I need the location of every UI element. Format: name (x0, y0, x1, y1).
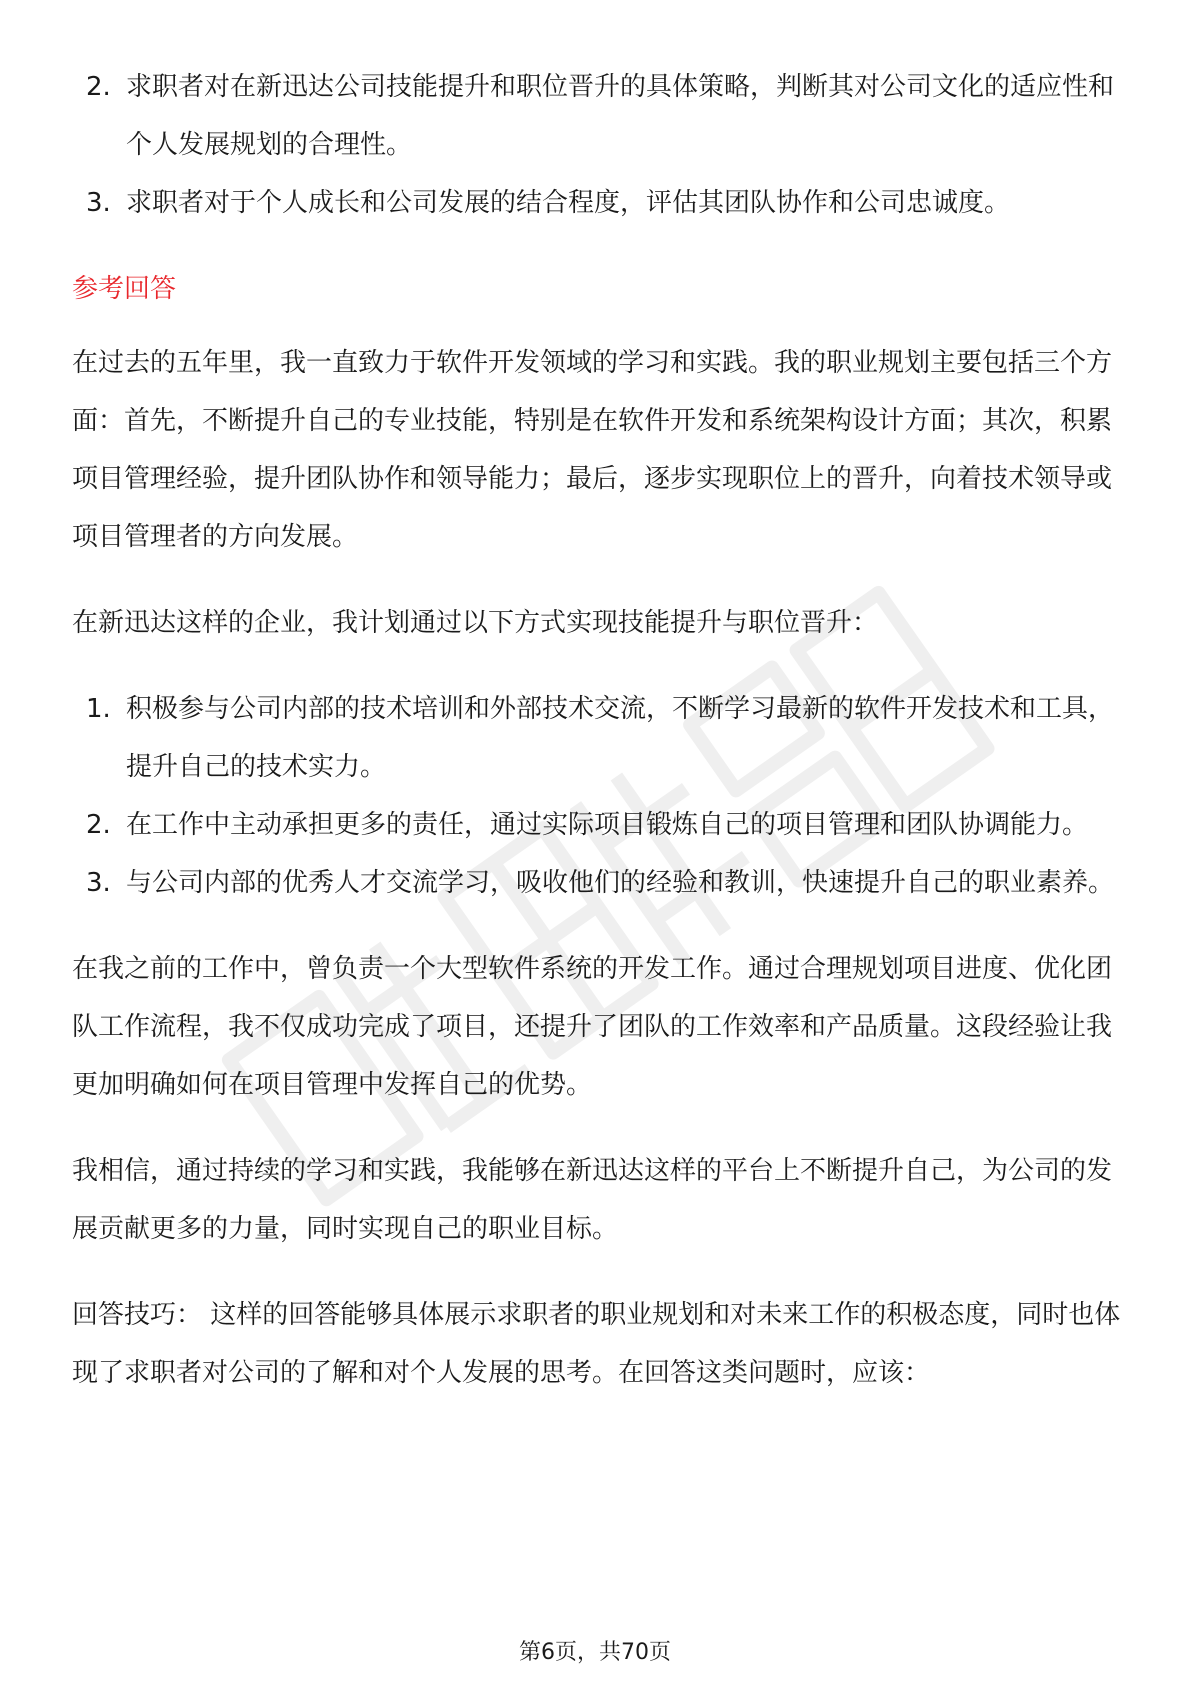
list-item-number: 3. (86, 868, 111, 898)
reference-answer-heading: 参考回答 (72, 274, 177, 304)
paragraph-plan-intro: 在新迅达这样的企业，我计划通过以下方式实现技能提升与职位晋升： (72, 608, 879, 638)
list-item-text: 求职者对于个人成长和公司发展的结合程度，评估其团队协作和公司忠诚度。 (126, 188, 1011, 218)
list-item-number: 2. (86, 72, 111, 102)
list-item-text: 与公司内部的优秀人才交流学习，吸收他们的经验和教训，快速提升自己的职业素养。 (126, 868, 1115, 898)
list-item (72, 58, 1122, 174)
list-item-text: 在工作中主动承担更多的责任，通过实际项目锻炼自己的项目管理和团队协调能力。 (126, 810, 1089, 840)
list-item-number: 2. (86, 810, 111, 840)
list-item (72, 796, 1122, 854)
paragraph-belief: 我相信，通过持续的学习和实践，我能够在新迅达这样的平台上不断提升自己，为公司的发展贡献更多的力量，同时实现自己的职业目标。 (72, 1156, 1113, 1244)
paragraph-past-experience: 在我之前的工作中，曾负责一个大型软件系统的开发工作。通过合理规划项目进度、优化团队工作流程，我不仅成功完成了项目，还提升了团队的工作效率和产品质量。这段经验让我更加明确如何在项目管理中发挥自己的优势。 (72, 954, 1113, 1100)
paragraph-career-plan: 在过去的五年里，我一直致力于软件开发领域的学习和实践。我的职业规划主要包括三个方面：首先，不断提升自己的专业技能，特别是在软件开发和系统架构设计方面；其次，积累项目管理经验，提升团队协作和领导能力；最后，逐步实现职位上的晋升，向着技术领导或项目管理者的方向发展。 (72, 348, 1113, 552)
list-item (72, 854, 1122, 912)
list-item (72, 680, 1122, 796)
list-item-number: 1. (86, 694, 111, 724)
list-item-text: 求职者对在新迅达公司技能提升和职位晋升的具体策略，判断其对公司文化的适应性和个人发展规划的合理性。 (126, 72, 1115, 160)
document-body (72, 58, 1122, 1430)
paragraph-answer-tips: 回答技巧： 这样的回答能够具体展示求职者的职业规划和对未来工作的积极态度，同时也体现了求职者对公司的了解和对个人发展的思考。在回答这类问题时，应该： (72, 1300, 1121, 1388)
plan-list (72, 680, 1122, 912)
list-item-text: 积极参与公司内部的技术培训和外部技术交流，不断学习最新的软件开发技术和工具，提升自己的技术实力。 (126, 694, 1115, 782)
list-item (72, 174, 1122, 232)
list-item-number: 3. (86, 188, 111, 218)
page-footer: 第6页，共70页 (519, 1640, 671, 1665)
evaluation-list (72, 58, 1122, 232)
